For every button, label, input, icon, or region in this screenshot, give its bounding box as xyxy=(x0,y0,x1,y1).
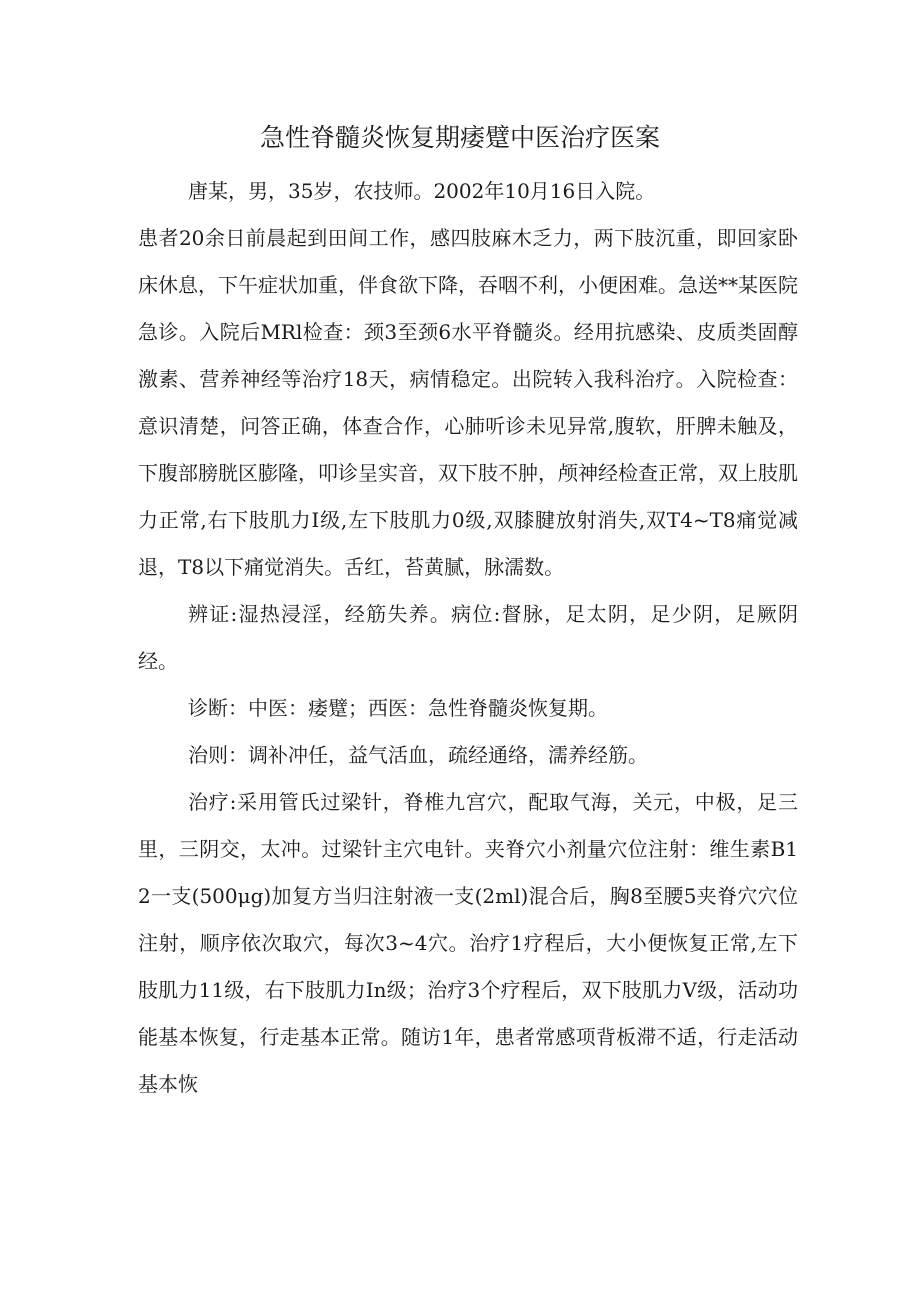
document-title: 急性脊髓炎恢复期痿躄中医治疗医案 xyxy=(259,123,660,152)
patient-info-paragraph: 唐某，男，35岁，农技师。2002年10月16日入院。 xyxy=(188,179,656,203)
diagnosis-paragraph: 诊断：中医：痿躄；西医：急性脊髓炎恢复期。 xyxy=(188,696,608,720)
syndrome-paragraph: 辨证:湿热浸淫，经筋失养。病位:督脉，足太阴，足少阴，足厥阴经。 xyxy=(138,602,798,673)
treatment-principle-paragraph: 治则：调补冲任，益气活血，疏经通络，濡养经筋。 xyxy=(188,743,648,767)
document-body xyxy=(138,168,798,1108)
history-paragraph: 患者20余日前晨起到田间工作，感四肢麻木乏力，两下肢沉重，即回家卧床休息，下午症状加重，伴食欲下降，吞咽不利，小便困难。急送**某医院急诊。入院后MRl检查：颈3至颈6水平脊髓炎。经用抗感染、皮质类固醇激素、营养神经等治疗18天，病情稳定。出院转入我科治疗。入院检查：意识清楚，问答正确，体查合作，心肺听诊未见异常,腹软，肝脾未触及，下腹部膀胱区膨隆，叩诊呈实音，双下肢不肿，颅神经检查正常，双上肢肌力正常,右下肢肌力I级,左下肢肌力0级,双膝腱放射消失,双T4~T8痛觉减退，T8以下痛觉消失。舌红，苔黄腻，脉濡数。 xyxy=(138,226,798,579)
treatment-paragraph: 治疗:采用管氏过梁针，脊椎九宫穴，配取气海，关元，中极，足三里，三阴交，太冲。过梁针主穴电针。夹脊穴小剂量穴位注射：维生素B12一支(500μg)加复方当归注射液一支(2ml)混合后，胸8至腰5夹脊穴穴位注射，顺序依次取穴，每次3~4穴。治疗1疗程后，大小便恢复正常,左下肢肌力11级，右下肢肌力In级；治疗3个疗程后，双下肢肌力V级，活动功能基本恢复，行走基本正常。随访1年，患者常感项背板滞不适，行走活动基本恢 xyxy=(138,790,798,1096)
